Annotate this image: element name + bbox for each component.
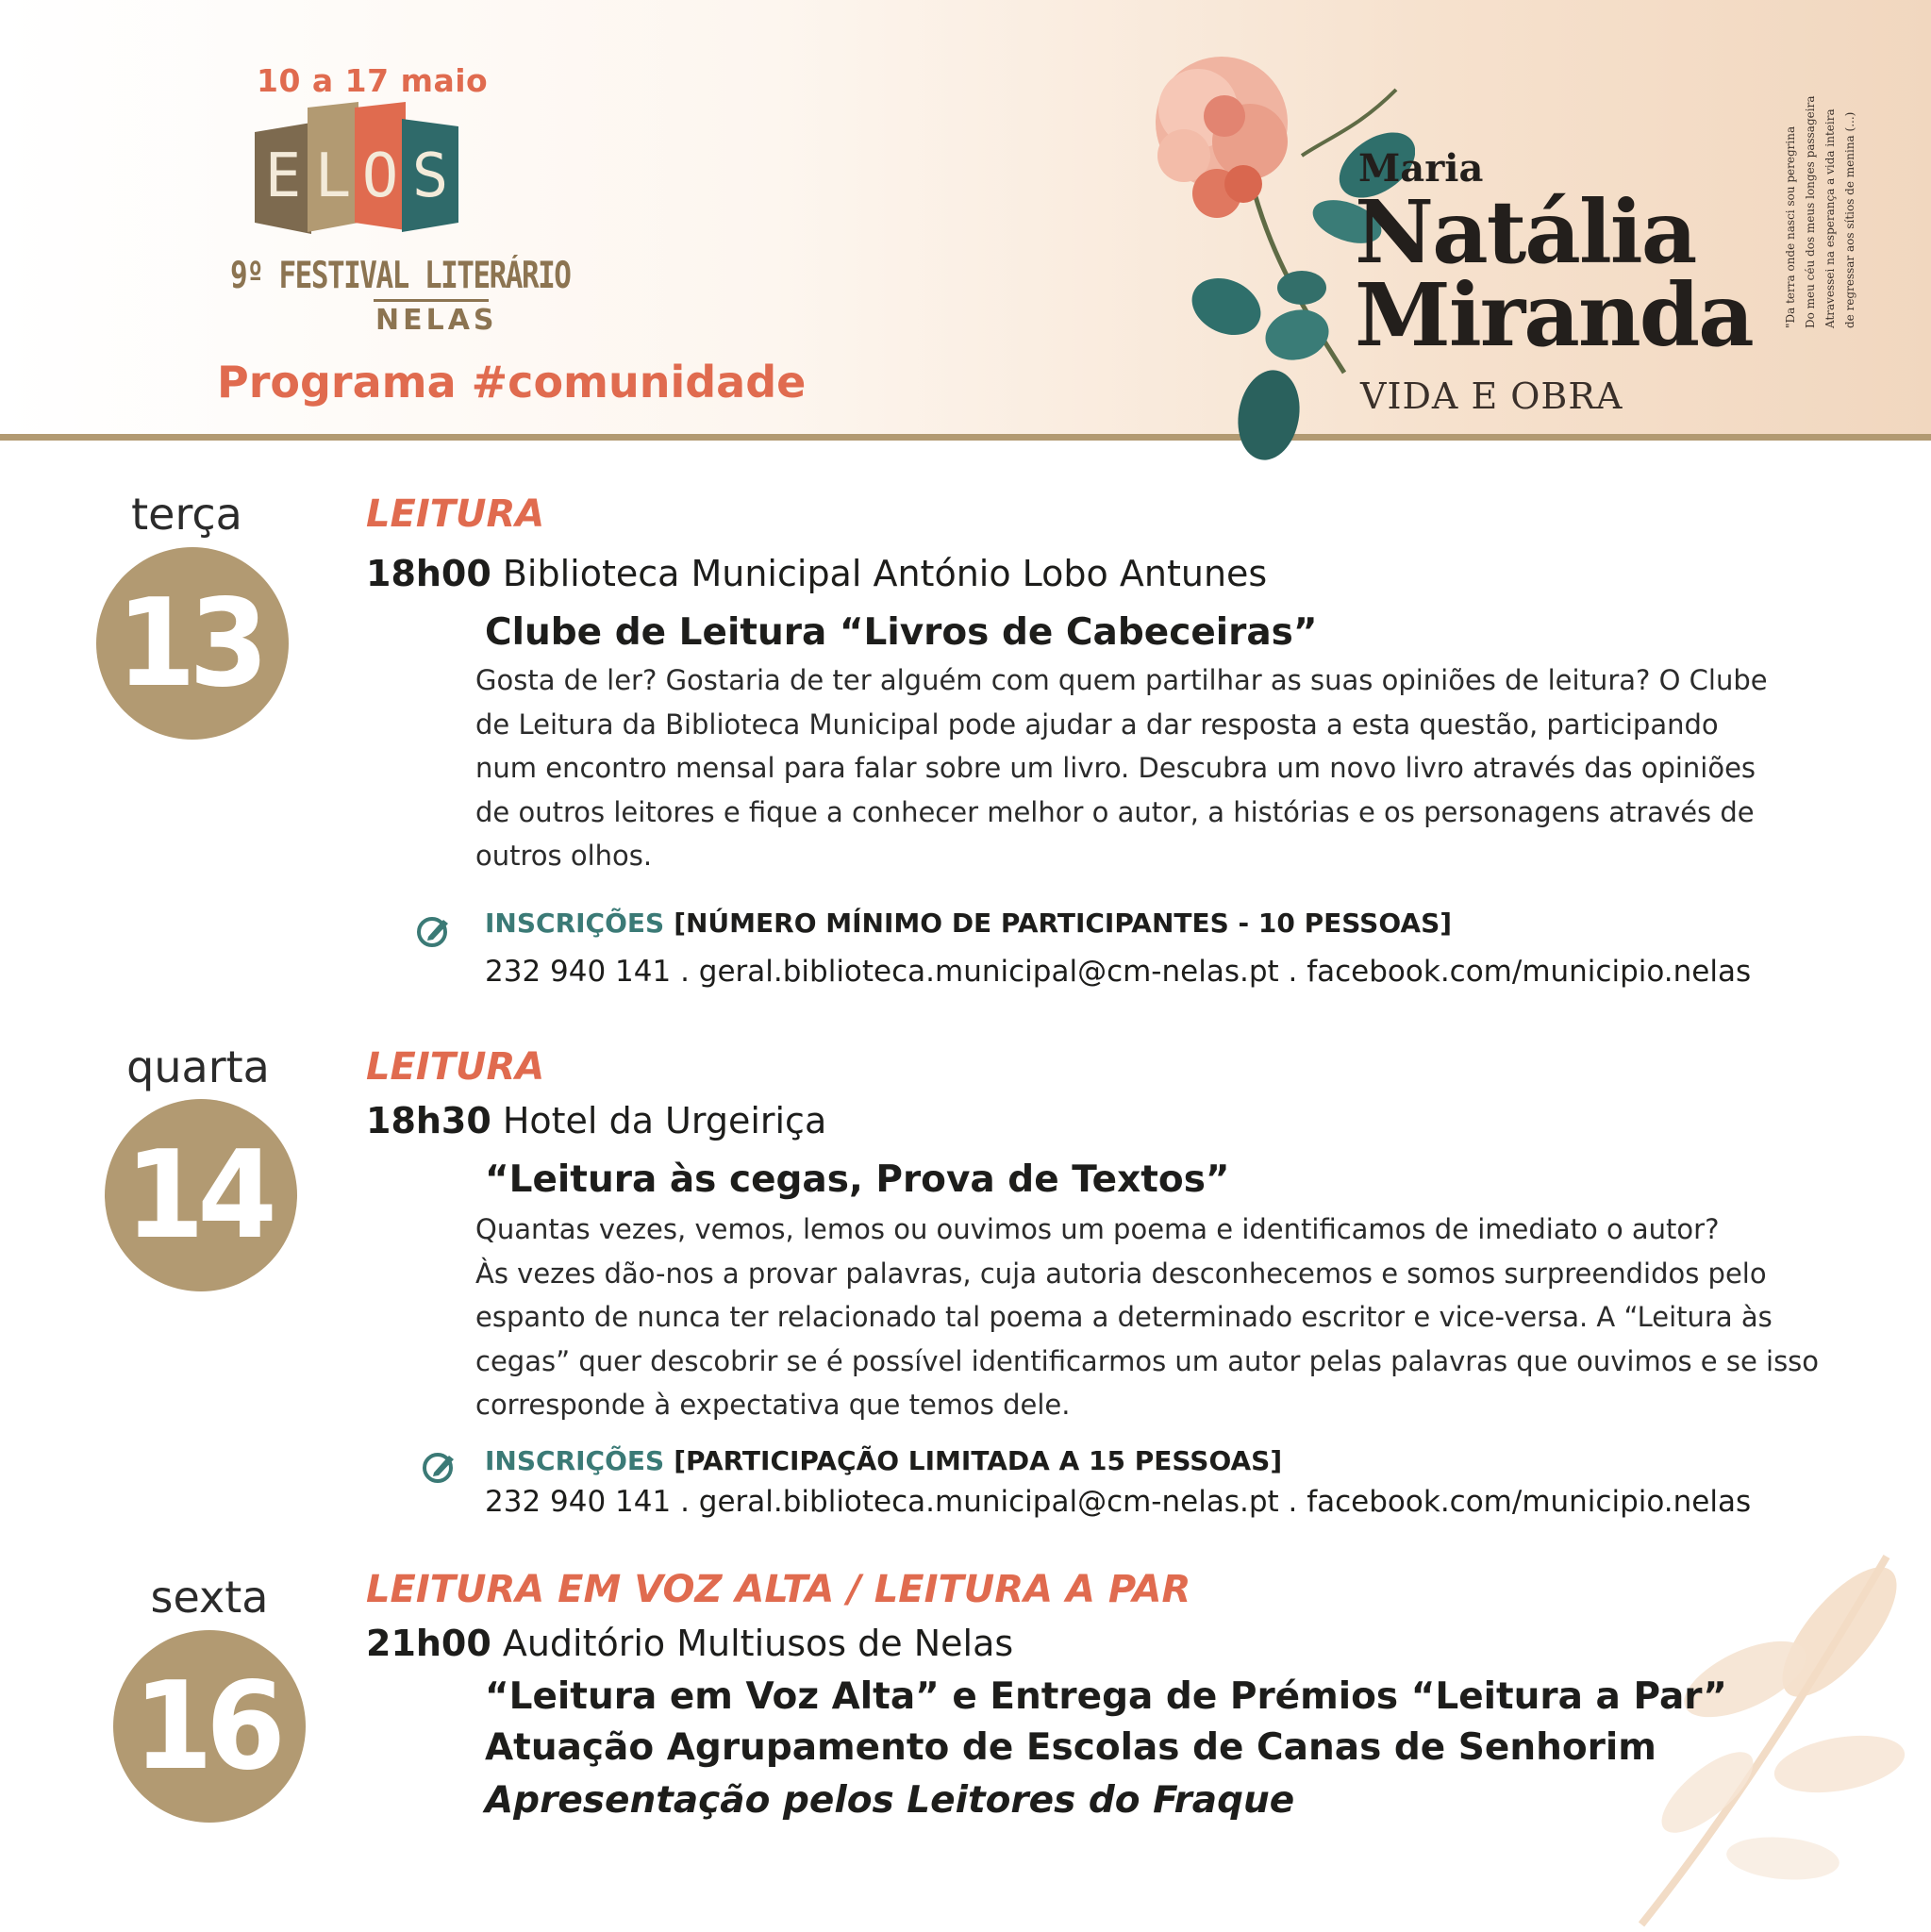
description-line: Gosta de ler? Gostaria de ter alguém com quem partilhar as suas opiniões de leitura? O Clube <box>475 664 1768 696</box>
event-category: LEITURA EM VOZ ALTA / LEITURA A PAR <box>366 1568 1191 1611</box>
festival-town: NELAS <box>375 304 498 337</box>
logo-letter-l: L <box>314 142 352 211</box>
event-description <box>475 1208 1834 1427</box>
day-number-badge <box>105 1099 297 1291</box>
header-divider <box>0 434 1931 441</box>
day-number-badge <box>96 547 289 740</box>
event-venue: Biblioteca Municipal António Lobo Antunes <box>502 553 1268 594</box>
pencil-circle-icon <box>421 1447 458 1485</box>
registration-icon <box>421 1447 458 1485</box>
weekday-label: sexta <box>150 1572 269 1623</box>
registration-label: INSCRIÇÕES <box>485 908 665 939</box>
logo-letter-o: O <box>361 142 399 211</box>
event-title: Apresentação pelos Leitores do Fraque <box>485 1779 1295 1822</box>
description-line: outros olhos. <box>475 840 653 872</box>
event-category: LEITURA <box>366 1045 545 1089</box>
logo-letter-e: E <box>264 142 302 211</box>
event-time-venue <box>366 1623 1013 1664</box>
day-number: 13 <box>116 573 262 714</box>
description-line: num encontro mensal para falar sobre um livro. Descubra um novo livro através das opiniões <box>475 752 1756 784</box>
vertical-quote <box>1781 96 1860 328</box>
registration-note: [PARTICIPAÇÃO LIMITADA A 15 PESSOAS] <box>674 1445 1283 1476</box>
weekday-label: quarta <box>126 1041 270 1092</box>
pencil-circle-icon <box>415 911 453 949</box>
honoree-name-line1: Natália <box>1355 181 1696 283</box>
event-time: 21h00 <box>366 1623 491 1664</box>
description-line: corresponde à expectativa que temos dele. <box>475 1389 1071 1421</box>
event-time-venue <box>366 553 1267 594</box>
event-time: 18h30 <box>366 1100 491 1141</box>
description-line: de outros leitores e fique a conhecer melhor o autor, a histórias e os personagens através de <box>475 795 1755 828</box>
event-title: Clube de Leitura “Livros de Cabeceiras” <box>485 611 1318 654</box>
festival-name: 9º FESTIVAL LITERÁRIO <box>230 255 571 297</box>
event-venue: Hotel da Urgeiriça <box>502 1100 827 1141</box>
event-category: LEITURA <box>366 492 545 536</box>
day-number: 14 <box>125 1124 271 1266</box>
event-description <box>475 658 1834 878</box>
registration-info <box>485 908 1452 939</box>
quote-line: Atravessei na esperança a vida inteira <box>1823 108 1837 328</box>
quote-line: de regressar aos sítios de menina (...) <box>1843 111 1856 328</box>
registration-contacts: 232 940 141 . geral.biblioteca.municipal@cm-nelas.pt . facebook.com/municipio.nelas <box>485 1485 1752 1519</box>
elos-logo <box>253 102 460 243</box>
festival-underline <box>374 299 489 302</box>
honoree-subtitle: VIDA E OBRA <box>1360 375 1623 417</box>
weekday-label: terça <box>131 489 242 540</box>
festival-dates: 10 a 17 maio <box>257 62 489 99</box>
event-time: 18h00 <box>366 553 491 594</box>
registration-note: [NÚMERO MÍNIMO DE PARTICIPANTES - 10 PESSOAS] <box>674 908 1453 939</box>
description-line: Quantas vezes, vemos, lemos ou ouvimos um poema e identificamos de imediato o autor? <box>475 1213 1720 1245</box>
honoree-name-line2: Miranda <box>1355 264 1753 366</box>
logo-letter-s: S <box>411 142 449 211</box>
day-number-badge <box>113 1630 306 1823</box>
event-venue: Auditório Multiusos de Nelas <box>502 1623 1014 1664</box>
program-label: Programa #comunidade <box>217 357 807 408</box>
registration-label: INSCRIÇÕES <box>485 1445 665 1476</box>
description-line: espanto de nunca ter relacionado tal poema a determinado escritor e vice-versa. A “Leitura às <box>475 1301 1773 1333</box>
event-title: Atuação Agrupamento de Escolas de Canas de Senhorim <box>485 1726 1656 1769</box>
elos-logo-graphic <box>253 102 460 243</box>
description-line: de Leitura da Biblioteca Municipal pode ajudar a dar resposta a esta questão, participando <box>475 708 1719 741</box>
event-time-venue <box>366 1100 826 1141</box>
registration-icon <box>415 911 453 949</box>
event-title: “Leitura em Voz Alta” e Entrega de Prémios “Leitura a Par” <box>485 1675 1727 1718</box>
quote-line: "Da terra onde nasci sou peregrina <box>1784 125 1797 328</box>
description-line: cegas” quer descobrir se é possível identificarmos um autor pelas palavras que ouvimos e se isso <box>475 1344 1820 1377</box>
day-number: 16 <box>133 1656 279 1797</box>
registration-info <box>485 1445 1282 1476</box>
honoree-first-name: Maria <box>1358 146 1484 191</box>
registration-contacts: 232 940 141 . geral.biblioteca.municipal@cm-nelas.pt . facebook.com/municipio.nelas <box>485 955 1752 989</box>
event-title: “Leitura às cegas, Prova de Textos” <box>485 1158 1230 1201</box>
description-line: Às vezes dão-nos a provar palavras, cuja autoria desconhecemos e somos surpreendidos pelo <box>475 1257 1767 1290</box>
quote-line: Do meu céu dos meus longes passageira <box>1804 95 1817 328</box>
